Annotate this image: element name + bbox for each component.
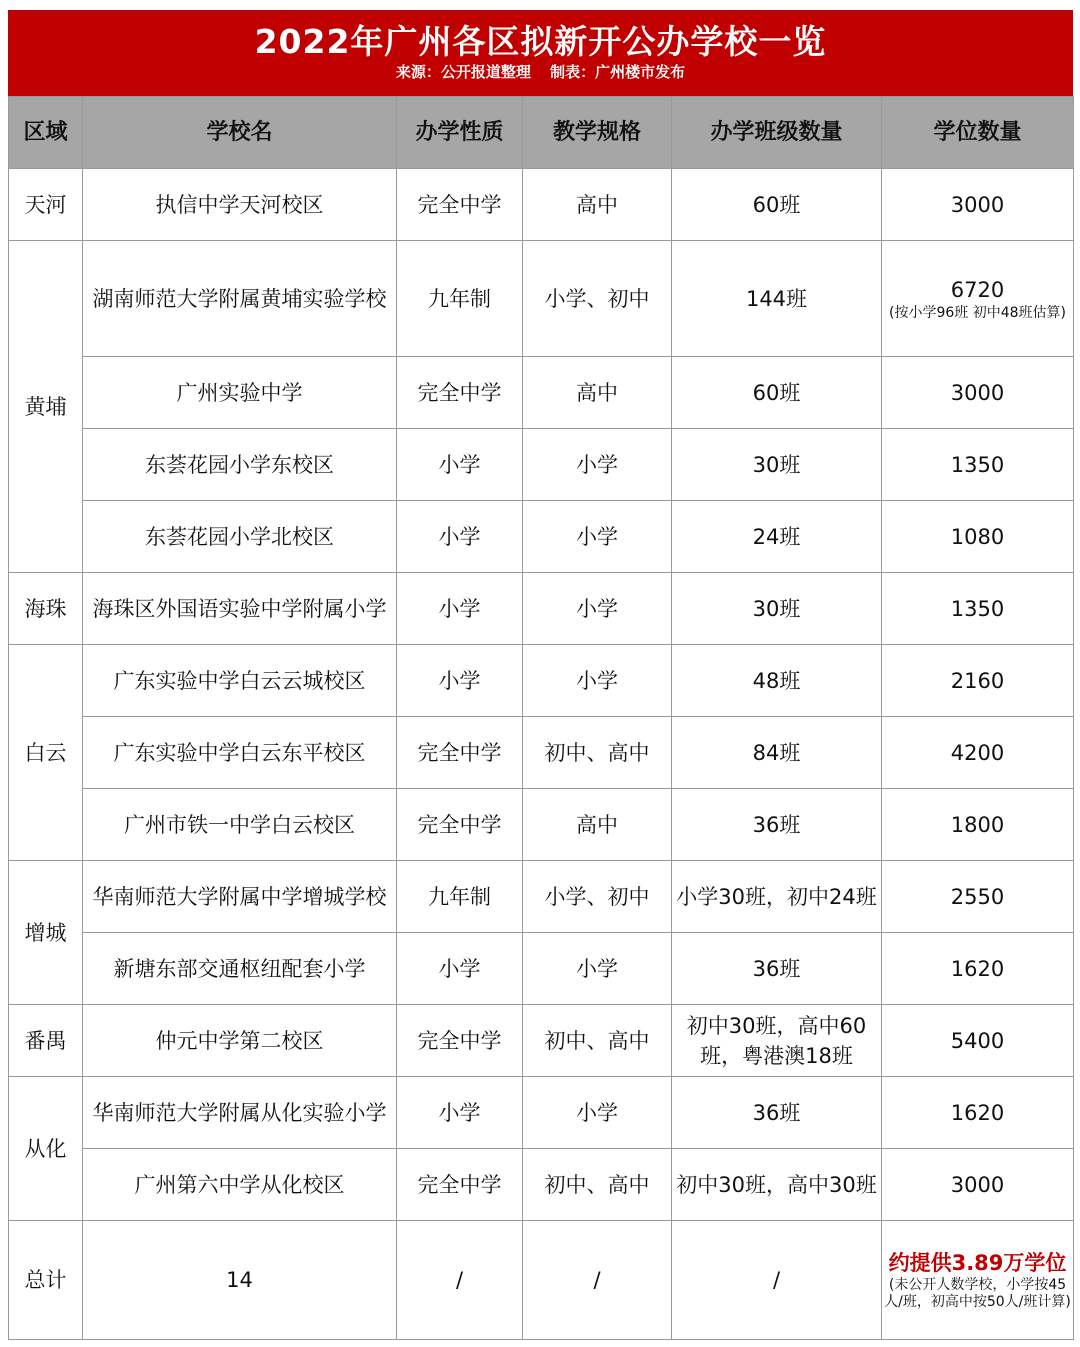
seats-cell: 3000	[882, 357, 1074, 429]
nature-cell: 完全中学	[397, 1005, 523, 1077]
seats-cell: 4200	[882, 717, 1074, 789]
school-table-figure	[8, 10, 1073, 1340]
district-cell: 海珠	[9, 573, 83, 645]
school-cell: 海珠区外国语实验中学附属小学	[83, 573, 397, 645]
classes-cell: 24班	[672, 501, 882, 573]
seats-cell: 3000	[882, 1149, 1074, 1221]
table-row	[9, 573, 1074, 645]
classes-cell: 36班	[672, 933, 882, 1005]
classes-cell: 60班	[672, 357, 882, 429]
table-row	[9, 1077, 1074, 1149]
classes-cell: 初中30班，高中30班	[672, 1149, 882, 1221]
level-cell: 高中	[523, 357, 672, 429]
col-header-level: 教学规格	[523, 97, 672, 169]
seats-cell: 1620	[882, 1077, 1074, 1149]
school-cell: 东荟花园小学东校区	[83, 429, 397, 501]
seats-note: (按小学96班 初中48班估算)	[888, 305, 1066, 321]
nature-cell: 九年制	[397, 861, 523, 933]
total-row	[9, 1221, 1074, 1340]
seats-cell: 3000	[882, 169, 1074, 241]
school-cell: 广东实验中学白云东平校区	[83, 717, 397, 789]
col-header-nature: 办学性质	[397, 97, 523, 169]
table-row	[9, 717, 1074, 789]
school-cell: 广州市铁一中学白云校区	[83, 789, 397, 861]
level-cell: 高中	[523, 169, 672, 241]
classes-cell: 30班	[672, 429, 882, 501]
classes-line-2: 班，粤港澳18班	[700, 1043, 853, 1068]
classes-cell: 30班	[672, 573, 882, 645]
schools-table	[8, 96, 1074, 1340]
subtitle	[8, 62, 1073, 82]
title-banner	[8, 10, 1073, 96]
table-row	[9, 1149, 1074, 1221]
total-classes: /	[672, 1221, 882, 1340]
total-schools: 14	[83, 1221, 397, 1340]
level-cell: 小学、初中	[523, 241, 672, 357]
nature-cell: 完全中学	[397, 169, 523, 241]
school-cell: 东荟花园小学北校区	[83, 501, 397, 573]
district-cell: 黄埔	[9, 241, 83, 573]
nature-cell: 完全中学	[397, 789, 523, 861]
col-header-district: 区域	[9, 97, 83, 169]
classes-cell: 84班	[672, 717, 882, 789]
table-row	[9, 645, 1074, 717]
school-cell: 华南师范大学附属中学增城学校	[83, 861, 397, 933]
nature-cell: 小学	[397, 429, 523, 501]
table-row	[9, 169, 1074, 241]
seats-cell: 2160	[882, 645, 1074, 717]
level-cell: 小学	[523, 573, 672, 645]
classes-cell	[672, 1005, 882, 1077]
total-label: 总计	[9, 1221, 83, 1340]
classes-cell: 60班	[672, 169, 882, 241]
table-row	[9, 357, 1074, 429]
nature-cell: 九年制	[397, 241, 523, 357]
table-row	[9, 501, 1074, 573]
page-title: 2022年广州各区拟新开公办学校一览	[254, 22, 827, 61]
classes-line-1: 初中30班，高中60	[686, 1013, 867, 1038]
seats-cell: 1080	[882, 501, 1074, 573]
seats-cell	[882, 241, 1074, 357]
level-cell: 小学	[523, 429, 672, 501]
col-header-school: 学校名	[83, 97, 397, 169]
table-row	[9, 861, 1074, 933]
level-cell: 高中	[523, 789, 672, 861]
classes-cell: 144班	[672, 241, 882, 357]
district-cell: 番禺	[9, 1005, 83, 1077]
col-header-classes: 办学班级数量	[672, 97, 882, 169]
school-cell: 广东实验中学白云云城校区	[83, 645, 397, 717]
classes-cell: 小学30班，初中24班	[672, 861, 882, 933]
maker-label: 制表：广州楼市发布	[550, 63, 686, 81]
seats-cell: 5400	[882, 1005, 1074, 1077]
nature-cell: 完全中学	[397, 1149, 523, 1221]
total-seats-note: (未公开人数学校，小学按45人/班，初高中按50人/班计算)	[884, 1277, 1071, 1310]
total-nature: /	[397, 1221, 523, 1340]
seats-cell: 1800	[882, 789, 1074, 861]
table-row	[9, 933, 1074, 1005]
district-cell: 增城	[9, 861, 83, 1005]
nature-cell: 完全中学	[397, 717, 523, 789]
level-cell: 初中、高中	[523, 717, 672, 789]
seats-cell: 1350	[882, 429, 1074, 501]
classes-cell: 36班	[672, 789, 882, 861]
nature-cell: 小学	[397, 573, 523, 645]
classes-cell: 48班	[672, 645, 882, 717]
total-seats-highlight: 约提供3.89万学位	[888, 1251, 1067, 1275]
school-cell: 湖南师范大学附属黄埔实验学校	[83, 241, 397, 357]
classes-cell: 36班	[672, 1077, 882, 1149]
source-label: 来源：公开报道整理	[395, 63, 531, 81]
school-cell: 华南师范大学附属从化实验小学	[83, 1077, 397, 1149]
nature-cell: 小学	[397, 1077, 523, 1149]
col-header-seats: 学位数量	[882, 97, 1074, 169]
total-seats	[882, 1221, 1074, 1340]
nature-cell: 小学	[397, 933, 523, 1005]
level-cell: 小学	[523, 933, 672, 1005]
district-cell: 白云	[9, 645, 83, 861]
level-cell: 小学	[523, 645, 672, 717]
school-cell: 仲元中学第二校区	[83, 1005, 397, 1077]
level-cell: 小学	[523, 1077, 672, 1149]
school-cell: 广州第六中学从化校区	[83, 1149, 397, 1221]
nature-cell: 小学	[397, 501, 523, 573]
table-row	[9, 241, 1074, 357]
table-row	[9, 429, 1074, 501]
school-cell: 执信中学天河校区	[83, 169, 397, 241]
level-cell: 初中、高中	[523, 1149, 672, 1221]
seats-value: 6720	[950, 278, 1005, 302]
nature-cell: 小学	[397, 645, 523, 717]
school-cell: 广州实验中学	[83, 357, 397, 429]
table-row	[9, 1005, 1074, 1077]
seats-cell: 2550	[882, 861, 1074, 933]
table-row	[9, 789, 1074, 861]
seats-cell: 1350	[882, 573, 1074, 645]
district-cell: 天河	[9, 169, 83, 241]
table-header-row	[9, 97, 1074, 169]
level-cell: 小学、初中	[523, 861, 672, 933]
total-level: /	[523, 1221, 672, 1340]
seats-cell: 1620	[882, 933, 1074, 1005]
district-cell: 从化	[9, 1077, 83, 1221]
nature-cell: 完全中学	[397, 357, 523, 429]
level-cell: 初中、高中	[523, 1005, 672, 1077]
school-cell: 新塘东部交通枢纽配套小学	[83, 933, 397, 1005]
level-cell: 小学	[523, 501, 672, 573]
